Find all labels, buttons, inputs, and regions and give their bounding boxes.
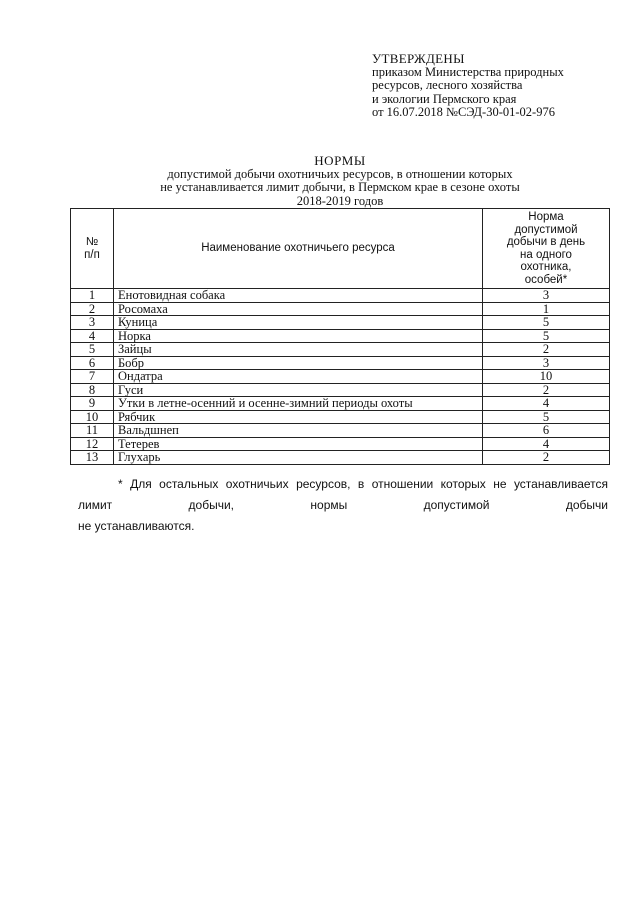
header-num-line: п/п (84, 248, 100, 261)
row-num: 10 (71, 410, 114, 424)
footnote-text-end: не устанавливаются. (78, 519, 195, 533)
approval-block (372, 52, 632, 120)
row-name: Тетерев (114, 437, 483, 451)
table-row (71, 451, 610, 465)
table-row (71, 410, 610, 424)
row-name: Енотовидная собака (114, 289, 483, 303)
header-norm (483, 209, 610, 289)
row-num: 9 (71, 397, 114, 411)
row-norm: 1 (483, 302, 610, 316)
table-row (71, 302, 610, 316)
title-line: не устанавливается лимит добычи, в Пермском крае в сезоне охоты (160, 180, 520, 194)
row-name: Зайцы (114, 343, 483, 357)
row-name: Рябчик (114, 410, 483, 424)
title-main: НОРМЫ (314, 153, 366, 168)
row-num: 2 (71, 302, 114, 316)
norms-table (70, 208, 610, 465)
footnote (78, 474, 608, 537)
table-row (71, 316, 610, 330)
table-row (71, 289, 610, 303)
row-norm: 3 (483, 289, 610, 303)
approval-line: и экологии Пермского края (372, 91, 517, 106)
title-line: 2018-2019 годов (296, 193, 384, 208)
header-norm-line: особей* (524, 273, 568, 286)
row-name: Гуси (114, 383, 483, 397)
row-num: 4 (71, 329, 114, 343)
table-row (71, 437, 610, 451)
row-name: Росомаха (114, 302, 483, 316)
row-norm: 6 (483, 424, 610, 438)
row-norm: 2 (483, 343, 610, 357)
header-num-line: № (85, 236, 99, 248)
approval-line: приказом Министерства природных (372, 64, 564, 79)
title-line: допустимой добычи охотничьих ресурсов, в отношении которых (167, 166, 513, 181)
approval-heading: УТВЕРЖДЕНЫ (372, 51, 465, 66)
table-header-row (71, 209, 610, 289)
row-norm: 3 (483, 356, 610, 370)
row-norm: 5 (483, 410, 610, 424)
row-norm: 2 (483, 383, 610, 397)
approval-line: от 16.07.2018 №СЭД-30-01-02-976 (372, 105, 555, 119)
header-norm-line: охотника, (520, 261, 572, 273)
row-name: Бобр (114, 356, 483, 370)
table-row (71, 424, 610, 438)
row-name: Вальдшнеп (114, 424, 483, 438)
row-norm: 2 (483, 451, 610, 465)
row-num: 1 (71, 289, 114, 303)
table-row (71, 383, 610, 397)
row-name: Глухарь (114, 451, 483, 465)
table-row (71, 343, 610, 357)
row-num: 5 (71, 343, 114, 357)
header-norm-line: на одного (520, 248, 572, 261)
table-row (71, 356, 610, 370)
header-norm-line: Норма (528, 211, 564, 223)
header-norm-line: допустимой (514, 223, 578, 236)
row-num: 13 (71, 451, 114, 465)
row-norm: 4 (483, 397, 610, 411)
row-norm: 10 (483, 370, 610, 384)
header-name: Наименование охотничьего ресурса (114, 209, 483, 289)
footnote-text: * Для остальных охотничьих ресурсов, в отношении которых не устанавливается лимит добычи, нормы допустимой добычи (78, 477, 608, 512)
row-norm: 4 (483, 437, 610, 451)
row-name: Утки в летне-осенний и осенне-зимний периоды охоты (114, 397, 483, 411)
table-row (71, 329, 610, 343)
row-num: 7 (71, 370, 114, 384)
header-num (71, 209, 114, 289)
table-row (71, 370, 610, 384)
row-norm: 5 (483, 316, 610, 330)
document-title (70, 154, 610, 208)
row-norm: 5 (483, 329, 610, 343)
row-name: Ондатра (114, 370, 483, 384)
row-name: Куница (114, 316, 483, 330)
row-num: 8 (71, 383, 114, 397)
row-num: 3 (71, 316, 114, 330)
row-num: 6 (71, 356, 114, 370)
row-num: 11 (71, 424, 114, 438)
approval-line: ресурсов, лесного хозяйства (372, 78, 523, 92)
row-num: 12 (71, 437, 114, 451)
table-row (71, 397, 610, 411)
header-norm-line: добычи в день (506, 236, 586, 248)
row-name: Норка (114, 329, 483, 343)
